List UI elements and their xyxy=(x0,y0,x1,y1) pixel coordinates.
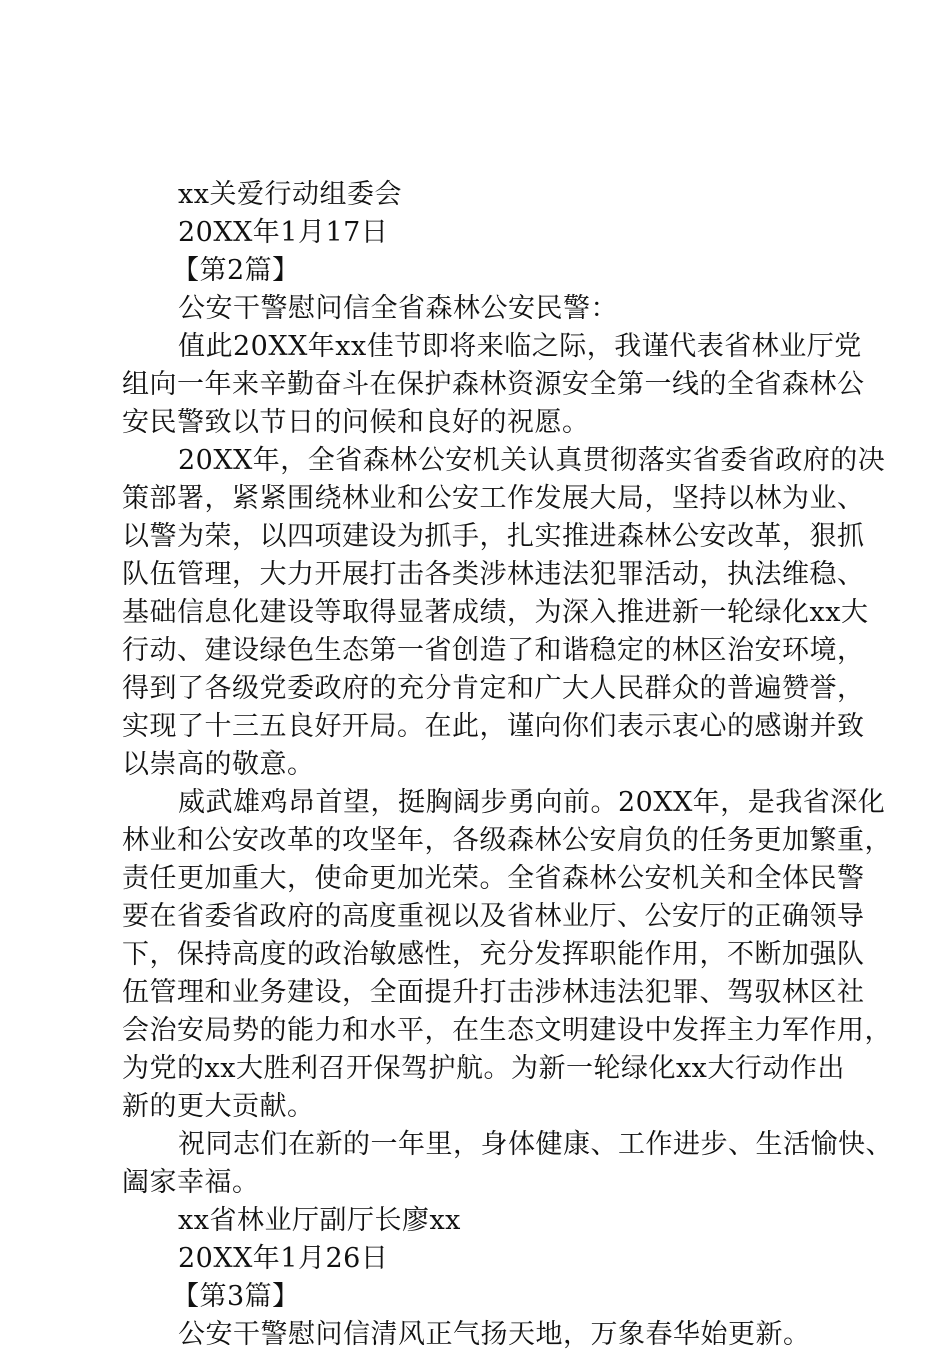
paragraph-line: 下，保持高度的政治敏感性，充分发挥职能作用，不断加强队 xyxy=(122,939,865,970)
paragraph-line: 为党的xx大胜利召开保驾护航。为新一轮绿化xx大行动作出 xyxy=(122,1053,845,1084)
paragraph-line: 伍管理和业务建设，全面提升打击涉林违法犯罪、驾驭林区社 xyxy=(122,977,865,1008)
paragraph-line: 责任更加重大，使命更加光荣。全省森林公安机关和全体民警 xyxy=(122,863,865,894)
paragraph-line: 以崇高的敬意。 xyxy=(122,749,315,780)
paragraph-line: 20XX年，全省森林公安机关认真贯彻落实省委省政府的决 xyxy=(178,445,886,476)
paragraph-line: 要在省委省政府的高度重视以及省林业厅、公安厅的正确领导 xyxy=(122,901,865,932)
paragraph-line: 值此20XX年xx佳节即将来临之际，我谨代表省林业厅党 xyxy=(178,331,862,362)
section-heading-2: 【第2篇】 xyxy=(172,255,300,286)
paragraph-line: 行动、建设绿色生态第一省创造了和谐稳定的林区治安环境， xyxy=(122,635,865,666)
closing-date: 20XX年1月26日 xyxy=(178,1243,389,1274)
paragraph-line: 以警为荣，以四项建设为抓手，扎实推进森林公安改革，狠抓 xyxy=(122,521,865,552)
paragraph-line: 队伍管理，大力开展打击各类涉林违法犯罪活动，执法维稳、 xyxy=(122,559,865,590)
letter-title: 公安干警慰问信全省森林公安民警： xyxy=(178,293,618,324)
closing-signature-organization: xx关爱行动组委会 xyxy=(178,179,402,210)
paragraph-line: 实现了十三五良好开局。在此，谨向你们表示衷心的感谢并致 xyxy=(122,711,865,742)
paragraph-line: 基础信息化建设等取得显著成绩，为深入推进新一轮绿化xx大 xyxy=(122,597,869,628)
closing-signature-name: xx省林业厅副厅长廖xx xyxy=(178,1205,461,1236)
paragraph-line: 组向一年来辛勤奋斗在保护森林资源安全第一线的全省森林公 xyxy=(122,369,865,400)
paragraph-line: 阖家幸福。 xyxy=(122,1167,260,1198)
paragraph-line: 策部署，紧紧围绕林业和公安工作发展大局，坚持以林为业、 xyxy=(122,483,865,514)
paragraph-line: 得到了各级党委政府的充分肯定和广大人民群众的普遍赞誉， xyxy=(122,673,865,704)
closing-date: 20XX年1月17日 xyxy=(178,217,389,248)
letter-title: 公安干警慰问信清风正气扬天地，万象春华始更新。 xyxy=(178,1319,811,1350)
section-heading-3: 【第3篇】 xyxy=(172,1281,300,1312)
paragraph-line: 祝同志们在新的一年里，身体健康、工作进步、生活愉快、 xyxy=(178,1129,893,1160)
paragraph-line: 林业和公安改革的攻坚年，各级森林公安肩负的任务更加繁重， xyxy=(122,825,892,856)
paragraph-line: 安民警致以节日的问候和良好的祝愿。 xyxy=(122,407,590,438)
paragraph-line: 会治安局势的能力和水平，在生态文明建设中发挥主力军作用， xyxy=(122,1015,892,1046)
paragraph-line: 新的更大贡献。 xyxy=(122,1091,315,1122)
paragraph-line: 威武雄鸡昂首望，挺胸阔步勇向前。20XX年，是我省深化 xyxy=(178,787,886,818)
